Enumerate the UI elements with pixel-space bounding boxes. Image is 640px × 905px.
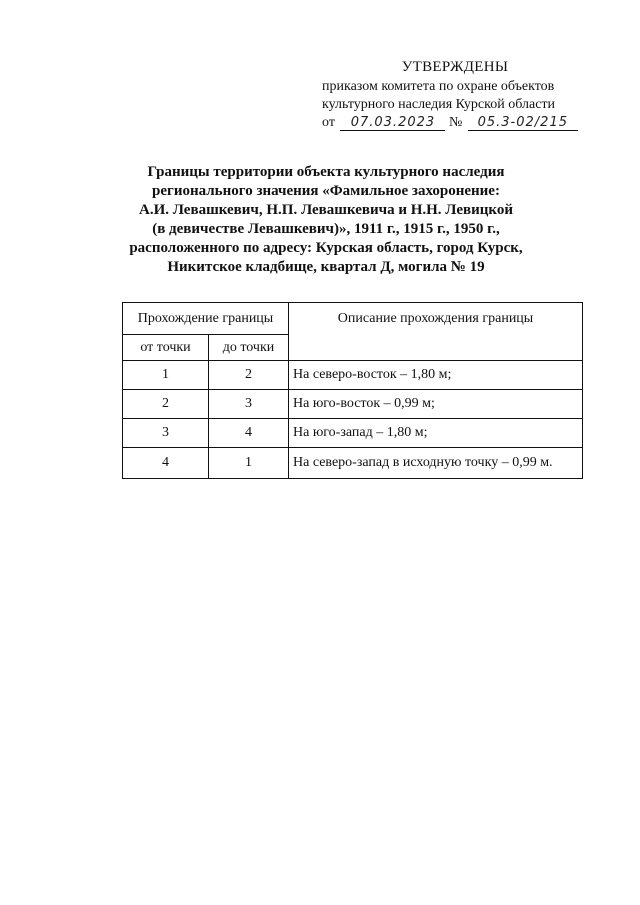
header-from-point: от точки bbox=[123, 335, 209, 361]
approval-heading: УТВЕРЖДЕНЫ bbox=[401, 59, 509, 75]
title-line: (в девичестве Левашкевич)», 1911 г., 1915 г., 1950 г., bbox=[152, 221, 500, 237]
table-row bbox=[123, 419, 583, 448]
table-row bbox=[123, 390, 583, 419]
header-boundary-passage: Прохождение границы bbox=[123, 303, 289, 335]
boundary-table bbox=[122, 302, 583, 479]
title-line: А.И. Левашкевич, Н.П. Левашкевича и Н.Н. Левицкой bbox=[138, 202, 514, 218]
table-row bbox=[123, 448, 583, 479]
cell-to: 1 bbox=[209, 448, 289, 479]
table-row bbox=[123, 361, 583, 390]
header-description: Описание прохождения границы bbox=[289, 303, 583, 361]
date-prefix: от bbox=[322, 115, 335, 130]
cell-to: 2 bbox=[209, 361, 289, 390]
cell-from: 3 bbox=[123, 419, 209, 448]
header-to-point: до точки bbox=[209, 335, 289, 361]
table-header-row bbox=[123, 303, 583, 335]
cell-description: На северо-восток – 1,80 м; bbox=[289, 361, 583, 390]
cell-from: 1 bbox=[123, 361, 209, 390]
cell-description: На юго-восток – 0,99 м; bbox=[289, 390, 583, 419]
title-line: Никитское кладбище, квартал Д, могила № 19 bbox=[167, 259, 485, 275]
title-line: расположенного по адресу: Курская область, город Курск, bbox=[129, 240, 523, 256]
cell-to: 3 bbox=[209, 390, 289, 419]
cell-description: На северо-запад в исходную точку – 0,99 м. bbox=[289, 448, 583, 479]
cell-from: 2 bbox=[123, 390, 209, 419]
title-line: регионального значения «Фамильное захоронение: bbox=[152, 183, 500, 199]
cell-description: На юго-запад – 1,80 м; bbox=[289, 419, 583, 448]
approval-line-2: культурного наследия Курской области bbox=[322, 97, 556, 112]
number-prefix: № bbox=[448, 115, 463, 130]
handwritten-date: 07.03.2023 bbox=[340, 115, 445, 131]
approval-reference bbox=[322, 114, 588, 132]
cell-to: 4 bbox=[209, 419, 289, 448]
title-line: Границы территории объекта культурного наследия bbox=[147, 164, 505, 180]
cell-from: 4 bbox=[123, 448, 209, 479]
document-title bbox=[66, 163, 586, 277]
handwritten-number: 05.3-02/215 bbox=[468, 115, 578, 131]
approval-line-1: приказом комитета по охране объектов bbox=[322, 79, 555, 94]
approval-block bbox=[322, 58, 588, 132]
